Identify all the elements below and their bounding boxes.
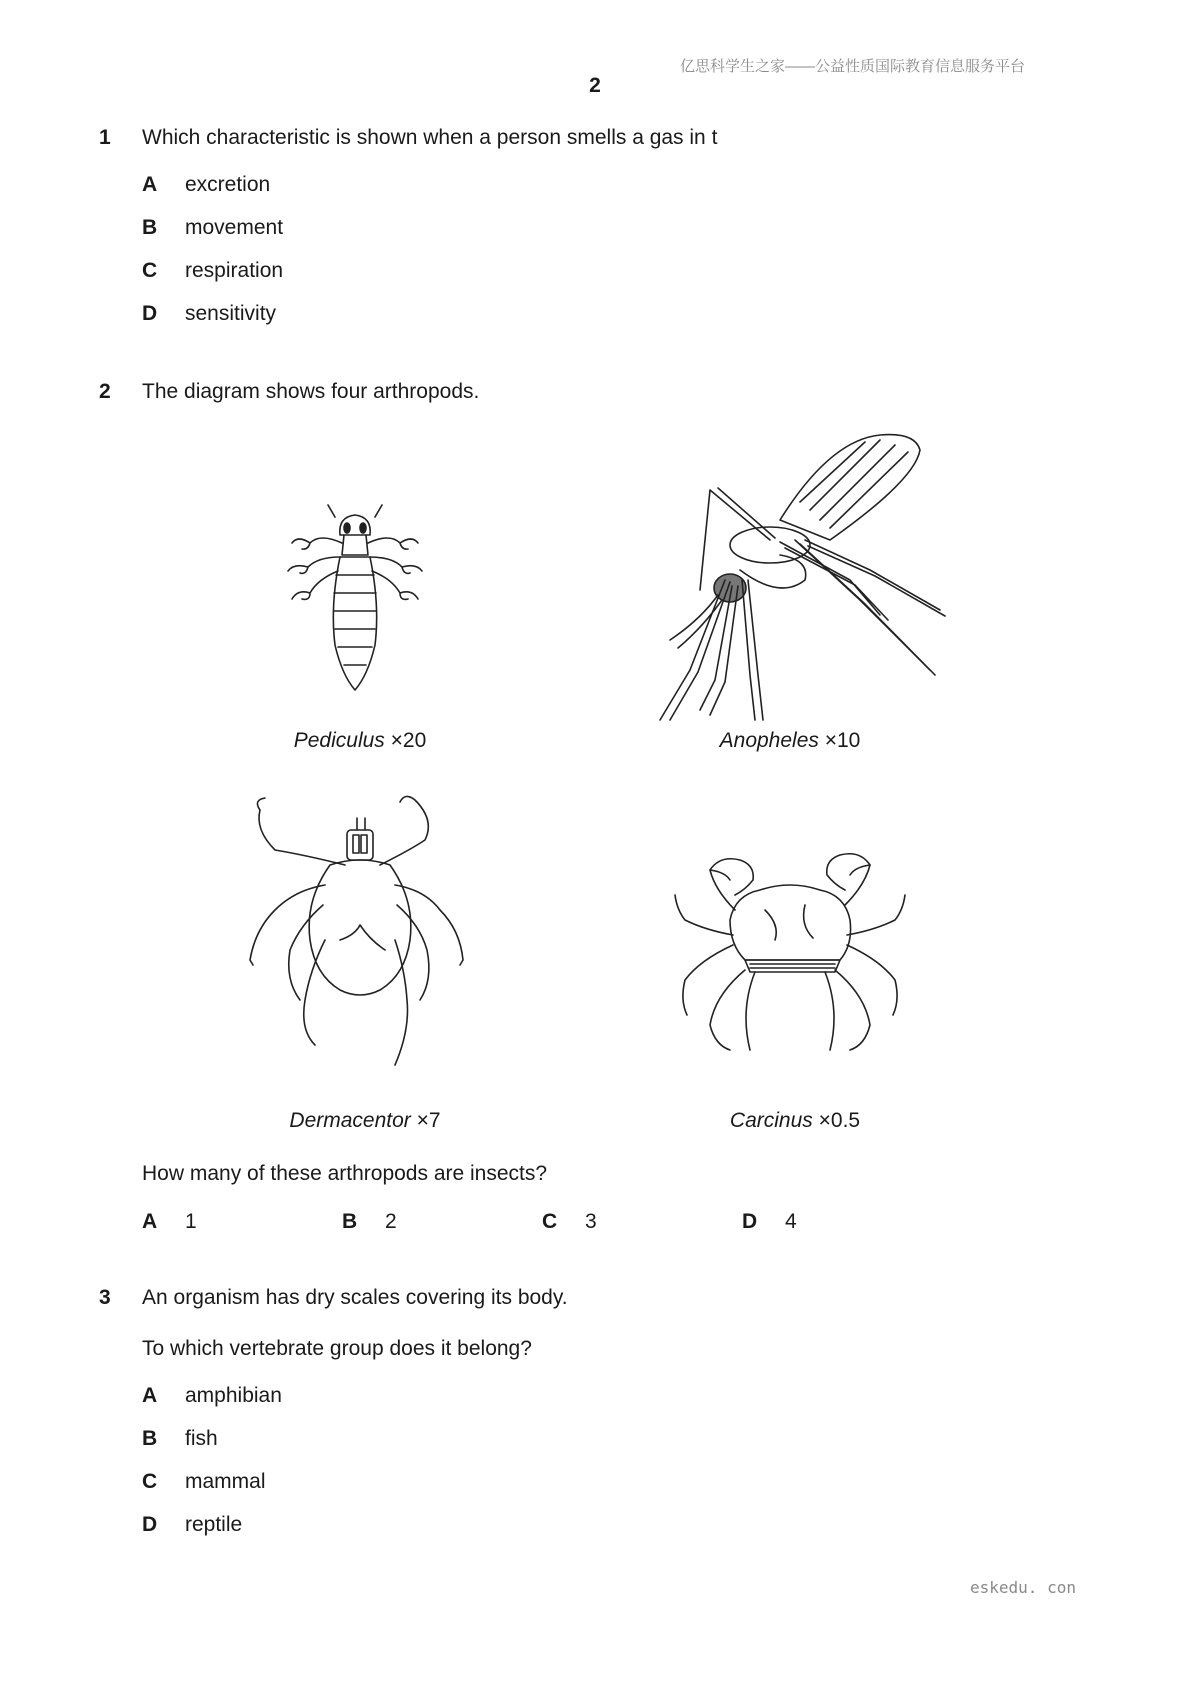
question-1-option-d <box>142 302 276 326</box>
species-name: Pediculus <box>293 729 385 752</box>
louse-icon <box>280 505 430 705</box>
question-2-number: 2 <box>99 380 111 403</box>
magnification: ×20 <box>390 729 427 752</box>
option-letter: D <box>142 302 158 325</box>
option-letter: D <box>142 1513 158 1536</box>
option-text: 2 <box>385 1210 397 1233</box>
question-3-text: An organism has dry scales covering its body. <box>142 1286 568 1309</box>
crab-icon <box>675 850 905 1070</box>
caption-dermacentor <box>215 1109 515 1133</box>
question-3-option-b <box>142 1427 218 1451</box>
page-number: 2 <box>589 74 601 97</box>
magnification: ×0.5 <box>818 1109 861 1132</box>
question-2-text: The diagram shows four arthropods. <box>142 380 480 403</box>
question-3-number: 3 <box>99 1286 111 1309</box>
option-text: sensitivity <box>185 302 277 325</box>
question-2-option-a <box>142 1210 197 1234</box>
question-1-option-b <box>142 216 283 240</box>
tick-icon <box>245 790 475 1080</box>
option-text: fish <box>185 1427 218 1450</box>
question-3-option-c <box>142 1470 266 1494</box>
mosquito-icon <box>630 430 950 730</box>
species-name: Dermacentor <box>289 1109 411 1132</box>
option-text: mammal <box>185 1470 266 1493</box>
option-letter: B <box>142 216 158 239</box>
option-letter: C <box>542 1210 558 1233</box>
option-letter: C <box>142 259 158 282</box>
option-letter: A <box>142 1210 158 1233</box>
species-name: Anopheles <box>719 729 819 752</box>
question-2-option-c <box>542 1210 597 1234</box>
question-2-option-d <box>742 1210 797 1234</box>
question-1-option-c <box>142 259 283 283</box>
watermark: 亿思科学生之家——公益性质国际教育信息服务平台 <box>680 58 1026 75</box>
caption-anopheles <box>640 729 940 753</box>
magnification: ×7 <box>416 1109 441 1132</box>
caption-pediculus <box>210 729 510 753</box>
magnification: ×10 <box>824 729 861 752</box>
species-name: Carcinus <box>729 1109 813 1132</box>
option-letter: A <box>142 173 158 196</box>
option-letter: C <box>142 1470 158 1493</box>
question-2-option-b <box>342 1210 397 1234</box>
question-3-option-a <box>142 1384 282 1408</box>
option-text: excretion <box>185 173 271 196</box>
option-letter: D <box>742 1210 758 1233</box>
option-text: movement <box>185 216 284 239</box>
option-text: respiration <box>185 259 284 282</box>
footer-site: eskedu. con <box>970 1578 1076 1597</box>
option-letter: B <box>342 1210 358 1233</box>
caption-carcinus <box>645 1109 945 1133</box>
option-letter: B <box>142 1427 158 1450</box>
option-text: amphibian <box>185 1384 282 1407</box>
question-3-option-d <box>142 1513 242 1537</box>
question-3-prompt: To which vertebrate group does it belong? <box>142 1337 532 1360</box>
question-1-number: 1 <box>99 126 111 149</box>
option-letter: A <box>142 1384 158 1407</box>
option-text: reptile <box>185 1513 243 1536</box>
option-text: 1 <box>185 1210 197 1233</box>
option-text: 4 <box>785 1210 797 1233</box>
question-1-option-a <box>142 173 270 197</box>
option-text: 3 <box>585 1210 597 1233</box>
question-2-prompt: How many of these arthropods are insects? <box>142 1162 548 1185</box>
question-1-text: Which characteristic is shown when a person smells a gas in t <box>142 126 718 149</box>
